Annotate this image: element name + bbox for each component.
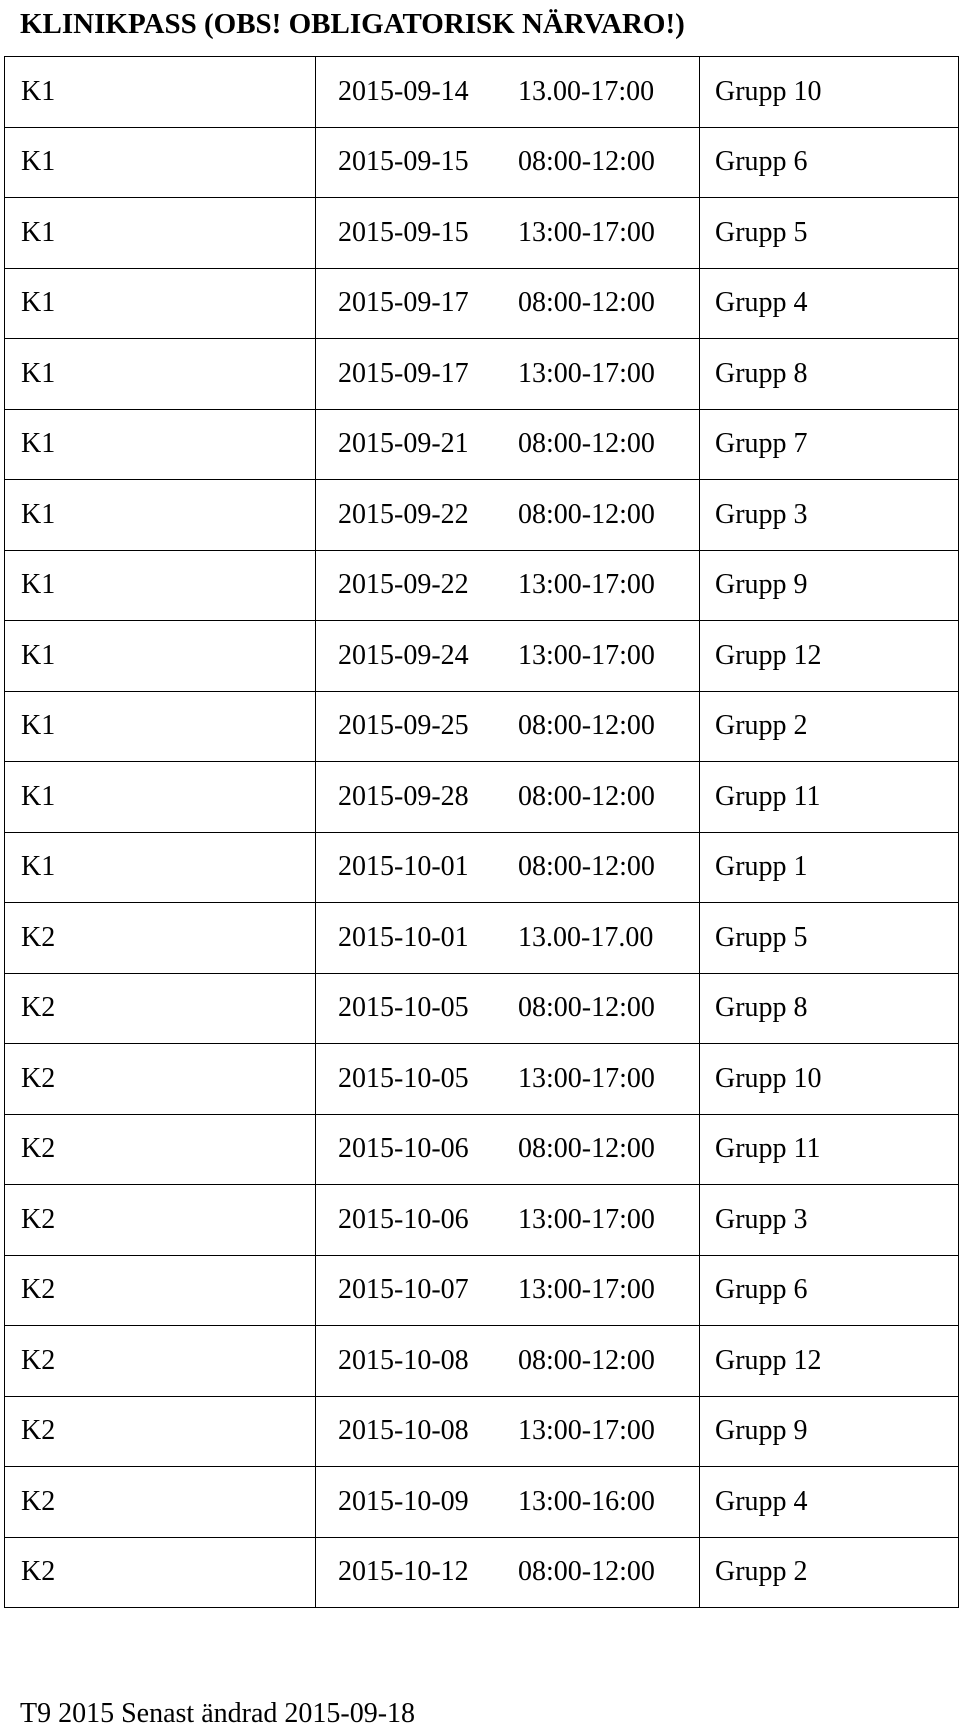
datetime-cell (316, 1114, 700, 1185)
datetime-cell (316, 621, 700, 692)
datetime-cell (316, 973, 700, 1044)
time-text: 13:00-17:00 (518, 1274, 655, 1306)
date-text: 2015-10-05 (338, 992, 469, 1024)
group-cell: Grupp 3 (700, 480, 959, 551)
group-cell: Grupp 4 (700, 268, 959, 339)
course-cell: K1 (5, 198, 316, 269)
datetime-cell (316, 1396, 700, 1467)
date-text: 2015-10-08 (338, 1344, 469, 1376)
time-text: 13.00-17.00 (518, 921, 654, 953)
time-text: 08:00-12:00 (518, 992, 655, 1024)
time-text: 08:00-12:00 (518, 428, 655, 460)
datetime-cell (316, 57, 700, 128)
course-cell: K1 (5, 621, 316, 692)
table-row (5, 127, 959, 198)
table-row (5, 480, 959, 551)
date-text: 2015-09-24 (338, 639, 469, 671)
datetime-cell (316, 339, 700, 410)
time-text: 13:00-17:00 (518, 216, 655, 248)
course-cell: K1 (5, 409, 316, 480)
table-row (5, 57, 959, 128)
group-cell: Grupp 10 (700, 1044, 959, 1115)
clinic-schedule-table (4, 56, 959, 1608)
date-text: 2015-09-15 (338, 216, 469, 248)
table-row (5, 1537, 959, 1608)
date-text: 2015-10-07 (338, 1274, 469, 1306)
datetime-cell (316, 1044, 700, 1115)
time-text: 13:00-17:00 (518, 1415, 655, 1447)
table-row (5, 762, 959, 833)
datetime-cell (316, 903, 700, 974)
time-text: 08:00-12:00 (518, 1556, 655, 1588)
course-cell: K2 (5, 1255, 316, 1326)
group-cell: Grupp 9 (700, 550, 959, 621)
schedule-table-body (5, 57, 959, 1608)
table-row (5, 1396, 959, 1467)
table-row (5, 691, 959, 762)
group-cell: Grupp 9 (700, 1396, 959, 1467)
datetime-cell (316, 1326, 700, 1397)
group-cell: Grupp 12 (700, 1326, 959, 1397)
table-row (5, 409, 959, 480)
table-row (5, 903, 959, 974)
date-text: 2015-09-21 (338, 428, 469, 460)
course-cell: K2 (5, 1185, 316, 1256)
table-row (5, 1185, 959, 1256)
datetime-cell (316, 550, 700, 621)
datetime-cell (316, 127, 700, 198)
time-text: 13:00-17:00 (518, 357, 655, 389)
datetime-cell (316, 198, 700, 269)
time-text: 08:00-12:00 (518, 287, 655, 319)
datetime-cell (316, 1467, 700, 1538)
date-text: 2015-10-06 (338, 1203, 469, 1235)
group-cell: Grupp 5 (700, 198, 959, 269)
date-text: 2015-09-25 (338, 710, 469, 742)
table-row (5, 832, 959, 903)
group-cell: Grupp 2 (700, 691, 959, 762)
group-cell: Grupp 1 (700, 832, 959, 903)
date-text: 2015-10-06 (338, 1133, 469, 1165)
date-text: 2015-10-12 (338, 1556, 469, 1588)
time-text: 13:00-17:00 (518, 639, 655, 671)
table-row (5, 621, 959, 692)
date-text: 2015-09-17 (338, 287, 469, 319)
date-text: 2015-10-08 (338, 1415, 469, 1447)
group-cell: Grupp 10 (700, 57, 959, 128)
datetime-cell (316, 1537, 700, 1608)
datetime-cell (316, 832, 700, 903)
time-text: 08:00-12:00 (518, 1344, 655, 1376)
date-text: 2015-09-15 (338, 146, 469, 178)
table-row (5, 550, 959, 621)
table-row (5, 268, 959, 339)
group-cell: Grupp 2 (700, 1537, 959, 1608)
group-cell: Grupp 4 (700, 1467, 959, 1538)
table-row (5, 198, 959, 269)
group-cell: Grupp 8 (700, 339, 959, 410)
group-cell: Grupp 11 (700, 1114, 959, 1185)
course-cell: K1 (5, 339, 316, 410)
date-text: 2015-10-01 (338, 921, 469, 953)
course-cell: K2 (5, 1396, 316, 1467)
course-cell: K1 (5, 832, 316, 903)
time-text: 08:00-12:00 (518, 1133, 655, 1165)
page-title: KLINIKPASS (OBS! OBLIGATORISK NÄRVARO!) (20, 8, 685, 40)
table-row (5, 1114, 959, 1185)
date-text: 2015-10-01 (338, 851, 469, 883)
table-row (5, 973, 959, 1044)
group-cell: Grupp 11 (700, 762, 959, 833)
table-row (5, 1326, 959, 1397)
time-text: 08:00-12:00 (518, 498, 655, 530)
datetime-cell (316, 409, 700, 480)
time-text: 13:00-17:00 (518, 1062, 655, 1094)
time-text: 08:00-12:00 (518, 710, 655, 742)
datetime-cell (316, 1185, 700, 1256)
group-cell: Grupp 3 (700, 1185, 959, 1256)
datetime-cell (316, 268, 700, 339)
date-text: 2015-09-22 (338, 569, 469, 601)
time-text: 13.00-17:00 (518, 75, 655, 107)
group-cell: Grupp 8 (700, 973, 959, 1044)
group-cell: Grupp 5 (700, 903, 959, 974)
group-cell: Grupp 6 (700, 127, 959, 198)
course-cell: K2 (5, 1326, 316, 1397)
course-cell: K2 (5, 1537, 316, 1608)
date-text: 2015-10-09 (338, 1485, 469, 1517)
time-text: 13:00-16:00 (518, 1485, 655, 1517)
group-cell: Grupp 12 (700, 621, 959, 692)
datetime-cell (316, 691, 700, 762)
course-cell: K1 (5, 550, 316, 621)
date-text: 2015-10-05 (338, 1062, 469, 1094)
datetime-cell (316, 1255, 700, 1326)
course-cell: K2 (5, 1044, 316, 1115)
date-text: 2015-09-22 (338, 498, 469, 530)
group-cell: Grupp 6 (700, 1255, 959, 1326)
date-text: 2015-09-28 (338, 780, 469, 812)
table-row (5, 339, 959, 410)
course-cell: K1 (5, 127, 316, 198)
time-text: 08:00-12:00 (518, 780, 655, 812)
time-text: 13:00-17:00 (518, 569, 655, 601)
time-text: 08:00-12:00 (518, 146, 655, 178)
datetime-cell (316, 762, 700, 833)
date-text: 2015-09-14 (338, 75, 469, 107)
time-text: 13:00-17:00 (518, 1203, 655, 1235)
course-cell: K2 (5, 973, 316, 1044)
course-cell: K1 (5, 57, 316, 128)
course-cell: K1 (5, 268, 316, 339)
date-text: 2015-09-17 (338, 357, 469, 389)
page-footer: T9 2015 Senast ändrad 2015-09-18 (20, 1698, 416, 1729)
table-row (5, 1044, 959, 1115)
group-cell: Grupp 7 (700, 409, 959, 480)
course-cell: K1 (5, 480, 316, 551)
course-cell: K1 (5, 691, 316, 762)
course-cell: K2 (5, 1467, 316, 1538)
course-cell: K1 (5, 762, 316, 833)
table-row (5, 1255, 959, 1326)
table-row (5, 1467, 959, 1538)
course-cell: K2 (5, 903, 316, 974)
course-cell: K2 (5, 1114, 316, 1185)
datetime-cell (316, 480, 700, 551)
time-text: 08:00-12:00 (518, 851, 655, 883)
